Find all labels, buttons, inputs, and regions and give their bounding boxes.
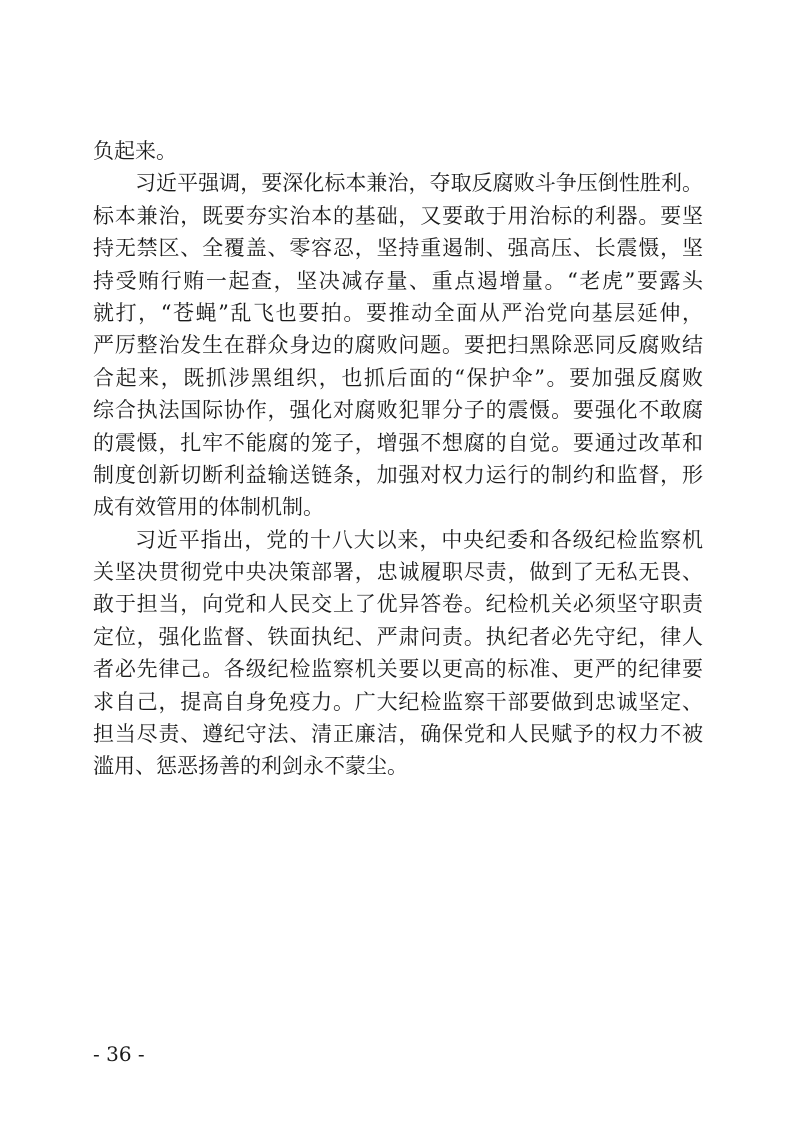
text-line: 关坚决贯彻党中央决策部署，忠诚履职尽责，做到了无私无畏、 xyxy=(93,560,703,585)
paragraph-first-line: 习近平指出，党的十八大以来，中央纪委和各级纪检监察机 xyxy=(135,527,703,552)
page-number: - 36 - xyxy=(93,1042,145,1066)
text-line: 负起来。 xyxy=(93,139,177,163)
text-line: 制度创新切断利益输送链条，加强对权力运行的制约和监督，形 xyxy=(93,462,703,487)
text-line: 滥用、惩恶扬善的利剑永不蒙尘。 xyxy=(93,754,408,779)
text-line: 综合执法国际协作，强化对腐败犯罪分子的震慑。要强化不敢腐 xyxy=(93,398,703,423)
text-line: 标本兼治，既要夯实治本的基础，又要敢于用治标的利器。要坚 xyxy=(93,203,703,228)
text-line: 成有效管用的体制机制。 xyxy=(93,495,324,520)
text-line: 合起来，既抓涉黑组织，也抓后面的“保护伞”。要加强反腐败 xyxy=(93,365,703,390)
text-line: 持无禁区、全覆盖、零容忍，坚持重遏制、强高压、长震慑，坚 xyxy=(93,236,703,261)
text-line: 定位，强化监督、铁面执纪、严肃问责。执纪者必先守纪，律人 xyxy=(93,624,703,649)
text-line: 者必先律己。各级纪检监察机关要以更高的标准、更严的纪律要 xyxy=(93,657,703,682)
paragraph-first-line: 习近平强调，要深化标本兼治，夺取反腐败斗争压倒性胜利。 xyxy=(135,171,703,196)
text-line: 求自己，提高自身免疫力。广大纪检监察干部要做到忠诚坚定、 xyxy=(93,689,703,714)
body-text xyxy=(93,135,703,783)
text-line: 敢于担当，向党和人民交上了优异答卷。纪检机关必须坚守职责 xyxy=(93,592,703,617)
text-line: 持受贿行贿一起查，坚决减存量、重点遏增量。“老虎”要露头 xyxy=(93,268,703,293)
text-line: 的震慑，扎牢不能腐的笼子，增强不想腐的自觉。要通过改革和 xyxy=(93,430,703,455)
text-line: 担当尽责、遵纪守法、清正廉洁，确保党和人民赋予的权力不被 xyxy=(93,722,703,747)
text-line: 就打，“苍蝇”乱飞也要拍。要推动全面从严治党向基层延伸， xyxy=(93,300,703,325)
text-line: 严厉整治发生在群众身边的腐败问题。要把扫黑除恶同反腐败结 xyxy=(93,333,703,358)
